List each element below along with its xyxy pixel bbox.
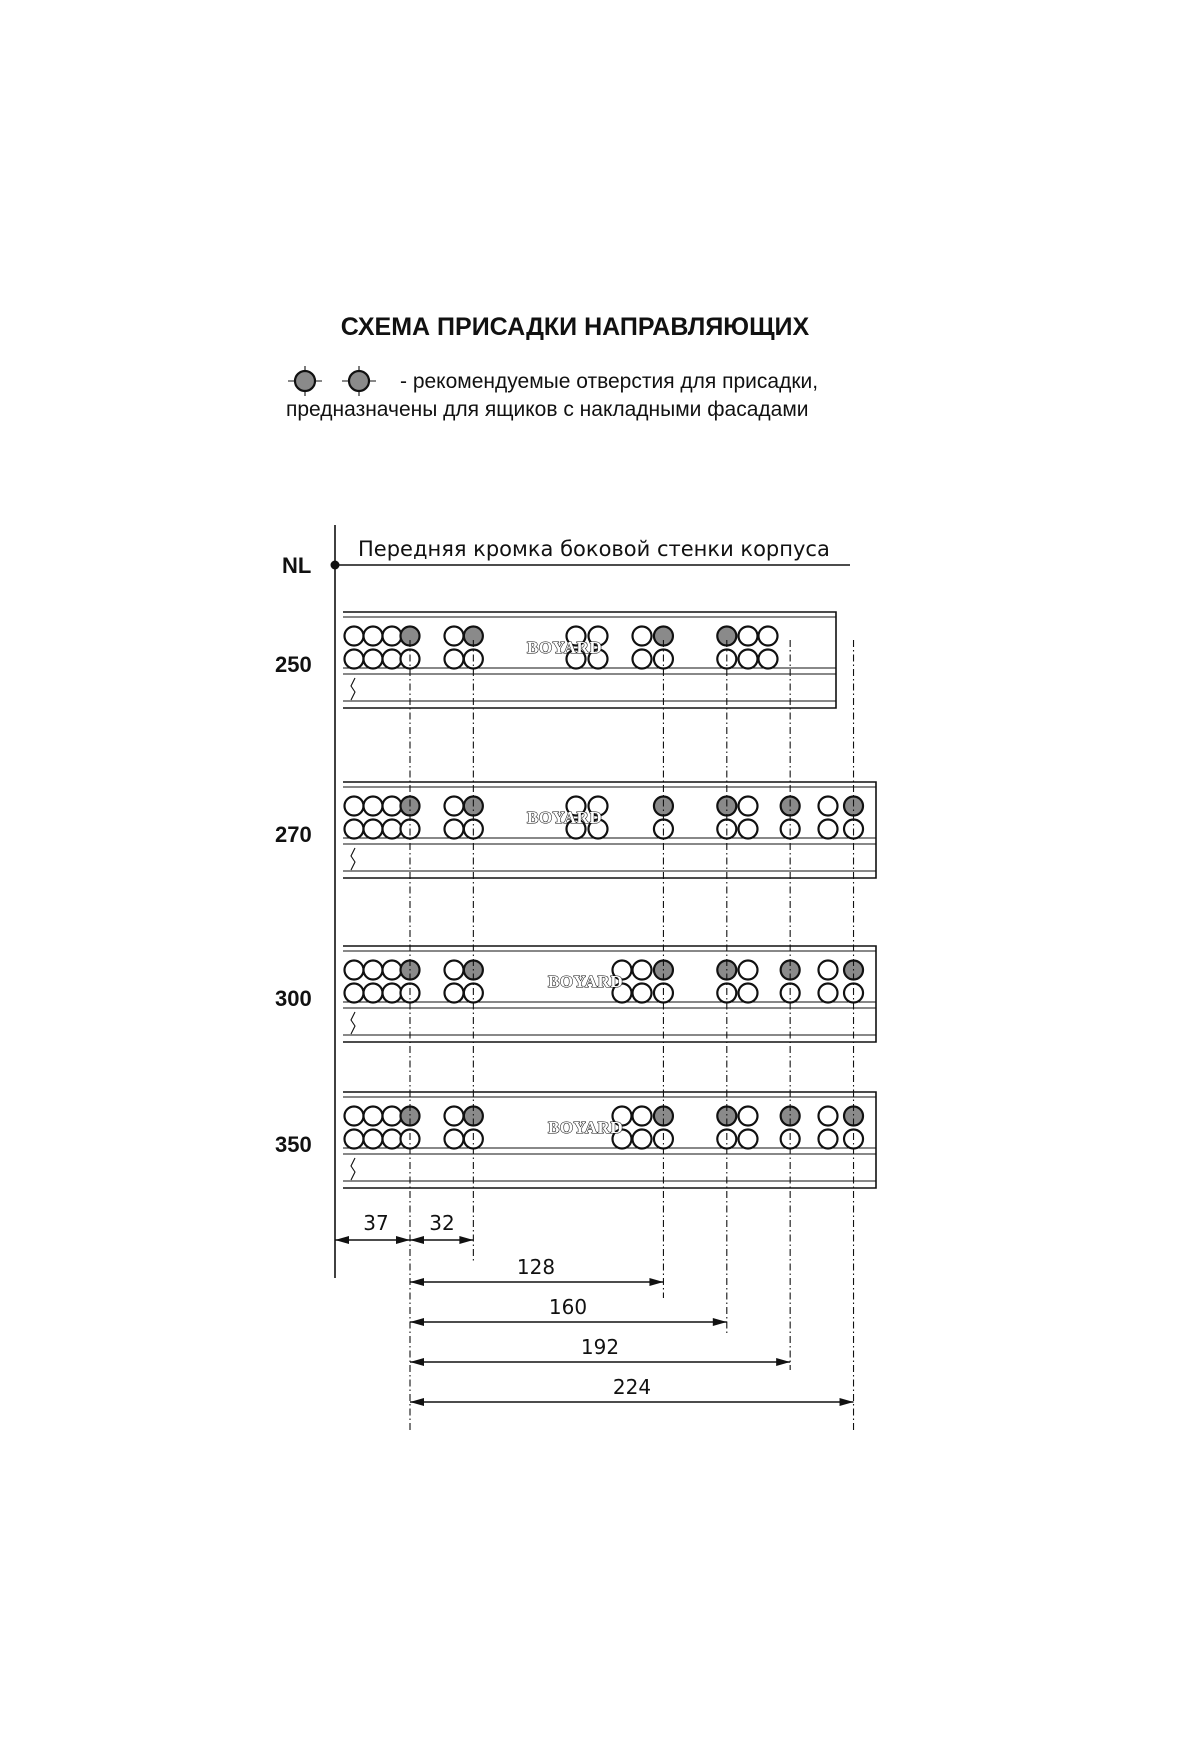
mounting-hole bbox=[739, 650, 758, 669]
mounting-hole bbox=[364, 1107, 383, 1126]
dimension-224-label: 224 bbox=[612, 1375, 652, 1399]
rail-350 bbox=[275, 1092, 876, 1188]
mounting-hole bbox=[819, 797, 838, 816]
dimension-128-arrow bbox=[410, 1278, 663, 1286]
mounting-hole bbox=[445, 984, 464, 1003]
mounting-hole bbox=[364, 820, 383, 839]
mounting-hole bbox=[364, 627, 383, 646]
mounting-hole bbox=[383, 1107, 402, 1126]
rail-size-label: 300 bbox=[275, 986, 312, 1011]
mounting-hole bbox=[739, 961, 758, 980]
dimension-192-arrow bbox=[410, 1358, 790, 1366]
dimension-192-label: 192 bbox=[580, 1335, 620, 1359]
mounting-hole bbox=[364, 1130, 383, 1149]
dimension-37-label: 37 bbox=[363, 1211, 389, 1235]
mounting-hole bbox=[445, 820, 464, 839]
dimension-128-label: 128 bbox=[516, 1255, 556, 1279]
mounting-hole bbox=[819, 984, 838, 1003]
rail-end-hook bbox=[351, 848, 355, 870]
mounting-hole bbox=[739, 627, 758, 646]
mounting-hole bbox=[445, 797, 464, 816]
boyard-logo-icon: BOYARD bbox=[527, 638, 603, 657]
mounting-hole bbox=[633, 961, 652, 980]
dimension-160-label: 160 bbox=[548, 1295, 588, 1319]
boyard-logo-icon: BOYARD bbox=[548, 972, 624, 991]
mounting-hole bbox=[345, 650, 364, 669]
mounting-hole bbox=[383, 627, 402, 646]
mounting-hole bbox=[345, 984, 364, 1003]
mounting-hole bbox=[819, 1107, 838, 1126]
legend bbox=[286, 366, 818, 421]
mounting-hole bbox=[383, 961, 402, 980]
mounting-hole bbox=[364, 650, 383, 669]
rail-size-label: 350 bbox=[275, 1132, 312, 1157]
mounting-hole bbox=[445, 1107, 464, 1126]
mounting-hole bbox=[364, 961, 383, 980]
nl-point-icon bbox=[331, 561, 340, 570]
mounting-hole bbox=[445, 627, 464, 646]
mounting-hole bbox=[633, 627, 652, 646]
mounting-hole bbox=[364, 797, 383, 816]
rail-end-hook bbox=[351, 678, 355, 700]
mounting-hole bbox=[345, 797, 364, 816]
mounting-hole bbox=[383, 820, 402, 839]
mounting-hole bbox=[633, 650, 652, 669]
mounting-hole bbox=[739, 797, 758, 816]
mounting-hole bbox=[633, 984, 652, 1003]
mounting-hole bbox=[345, 1130, 364, 1149]
mounting-hole bbox=[345, 820, 364, 839]
mounting-hole bbox=[819, 1130, 838, 1149]
boyard-logo-icon: BOYARD bbox=[548, 1118, 624, 1137]
mounting-hole bbox=[383, 797, 402, 816]
recommended-hole-icon bbox=[288, 366, 322, 396]
dimensions bbox=[335, 1211, 854, 1406]
mounting-hole bbox=[759, 627, 778, 646]
rail-250 bbox=[275, 612, 836, 708]
mounting-hole bbox=[739, 984, 758, 1003]
mounting-hole bbox=[633, 1130, 652, 1149]
rail-size-label: 250 bbox=[275, 652, 312, 677]
rail-size-label: 270 bbox=[275, 822, 312, 847]
mounting-hole bbox=[445, 961, 464, 980]
legend-line-2: предназначены для ящиков с накладными фасадами bbox=[286, 398, 809, 421]
rail-end-hook bbox=[351, 1012, 355, 1034]
dimension-37-arrow bbox=[335, 1236, 410, 1244]
mounting-hole bbox=[759, 650, 778, 669]
mounting-hole bbox=[445, 650, 464, 669]
scheme-title: СХЕМА ПРИСАДКИ НАПРАВЛЯЮЩИХ bbox=[340, 313, 810, 341]
nl-label: NL bbox=[282, 553, 312, 578]
mounting-hole bbox=[345, 1107, 364, 1126]
dimension-160-arrow bbox=[410, 1318, 727, 1326]
mounting-hole bbox=[739, 1107, 758, 1126]
rail-end-hook bbox=[351, 1158, 355, 1180]
rail-300 bbox=[275, 946, 876, 1042]
mounting-hole bbox=[739, 1130, 758, 1149]
dimension-32-label: 32 bbox=[429, 1211, 455, 1235]
mounting-hole bbox=[819, 820, 838, 839]
dimension-224-arrow bbox=[410, 1398, 854, 1406]
mounting-hole bbox=[345, 627, 364, 646]
mounting-hole bbox=[383, 1130, 402, 1149]
legend-line-1: - рекомендуемые отверстия для присадки, bbox=[400, 370, 819, 393]
mounting-hole bbox=[383, 984, 402, 1003]
edge-caption: Передняя кромка боковой стенки корпуса bbox=[358, 537, 830, 561]
mounting-hole bbox=[445, 1130, 464, 1149]
mounting-hole bbox=[739, 820, 758, 839]
mounting-hole bbox=[383, 650, 402, 669]
rail-270 bbox=[275, 782, 876, 878]
rails bbox=[275, 612, 876, 1188]
mounting-hole bbox=[364, 984, 383, 1003]
mounting-hole bbox=[633, 1107, 652, 1126]
boyard-logo-icon: BOYARD bbox=[527, 808, 603, 827]
dimension-32-arrow bbox=[410, 1236, 473, 1244]
mounting-hole bbox=[819, 961, 838, 980]
recommended-hole-icon bbox=[342, 366, 376, 396]
mounting-hole bbox=[345, 961, 364, 980]
